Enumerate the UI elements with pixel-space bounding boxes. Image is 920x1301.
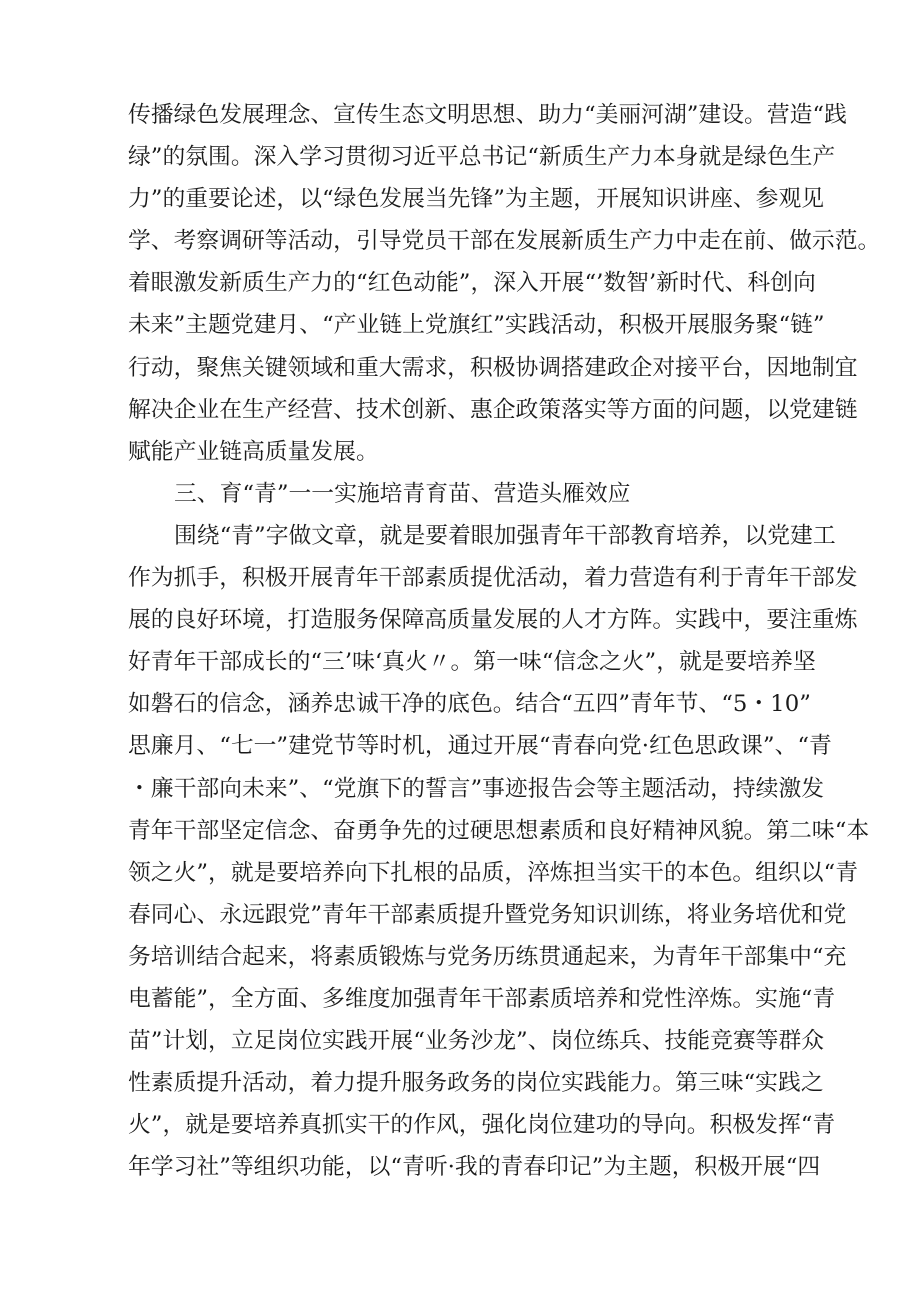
- text-line: 领之火”，就是要培养向下扎根的品质，淬炼担当实干的本色。组织以“青: [128, 859, 859, 886]
- text-line: 思廉月、“七一”建党节等时机，通过开展“青春向党·红色思政课”、“青: [128, 733, 832, 760]
- text-line: 传播绿色发展理念、宣传生态文明思想、助力“美丽河湖”建设。营造“践: [128, 102, 847, 128]
- text-line: ・廉干部向未来”、“党旗下的誓言”事迹报告会等主题活动，持续激发: [128, 775, 825, 802]
- text-line: 展的良好环境，打造服务保障高质量发展的人才方阵。实践中，要注重炼: [128, 607, 858, 634]
- text-line: 围绕“青”字做文章，就是要着眼加强青年干部教育培养，以党建工: [174, 522, 836, 549]
- text-line: 电蓄能”，全方面、多维度加强青年干部素质培养和党性淬炼。实施“青: [128, 985, 836, 1012]
- text-line: 赋能产业链高质量发展。: [128, 438, 379, 465]
- text-line: 火”，就是要培养真抓实干的作风，强化岗位建功的导向。积极发挥“青: [128, 1112, 836, 1139]
- text-line: 苗”计划，立足岗位实践开展“业务沙龙”、岗位练兵、技能竞赛等群众: [128, 1028, 825, 1055]
- text-line: 务培训结合起来，将素质锻炼与党务历练贯通起来，为青年干部集中“充: [128, 943, 847, 970]
- text-line: 着眼激发新质生产力的“红色动能”，深入开展“’数智’新时代、科创向: [128, 270, 816, 297]
- text-line: 绿”的氛围。深入学习贯彻习近平总书记“新质生产力本身就是绿色生产: [128, 144, 836, 171]
- text-line: 青年干部坚定信念、奋勇争先的过硬思想素质和良好精神风貌。第二味“本: [128, 817, 870, 844]
- text-line: 性素质提升活动，着力提升服务政务的岗位实践能力。第三味“实践之: [128, 1070, 824, 1097]
- text-line: 解决企业在生产经营、技术创新、惠企政策落实等方面的问题，以党建链: [128, 396, 858, 423]
- text-line: 好青年干部成长的“三’味‘真火〃。第一味“信念之火”，就是要培养坚: [128, 649, 816, 676]
- section-heading: 三、育“青”一一实施培青育苗、营造头雁效应: [174, 480, 631, 507]
- text-line: 作为抓手，积极开展青年干部素质提优活动，着力营造有利于青年干部发: [128, 565, 858, 592]
- text-line: 春同心、永远跟党”青年干部素质提升暨党务知识训练，将业务培优和党: [128, 901, 847, 928]
- text-line: 学、考察调研等活动，引导党员干部在发展新质生产力中走在前、做示范。: [128, 228, 881, 255]
- text-line: 未来”主题党建月、“产业链上党旗红”实践活动，积极开展服务聚“链”: [128, 312, 825, 339]
- document-body: [128, 94, 881, 1188]
- text-line: 年学习社”等组织功能，以“青听·我的青春印记”为主题，积极开展“四: [128, 1154, 821, 1181]
- text-line: 如磐石的信念，涵养忠诚干净的底色。结合“五四”青年节、“5・10”: [128, 691, 811, 718]
- text-line: 行动，聚焦关键领域和重大需求，积极协调搭建政企对接平台，因地制宜: [128, 354, 858, 381]
- text-line: 力”的重要论述，以“绿色发展当先锋”为主题，开展知识讲座、参观见: [128, 186, 825, 213]
